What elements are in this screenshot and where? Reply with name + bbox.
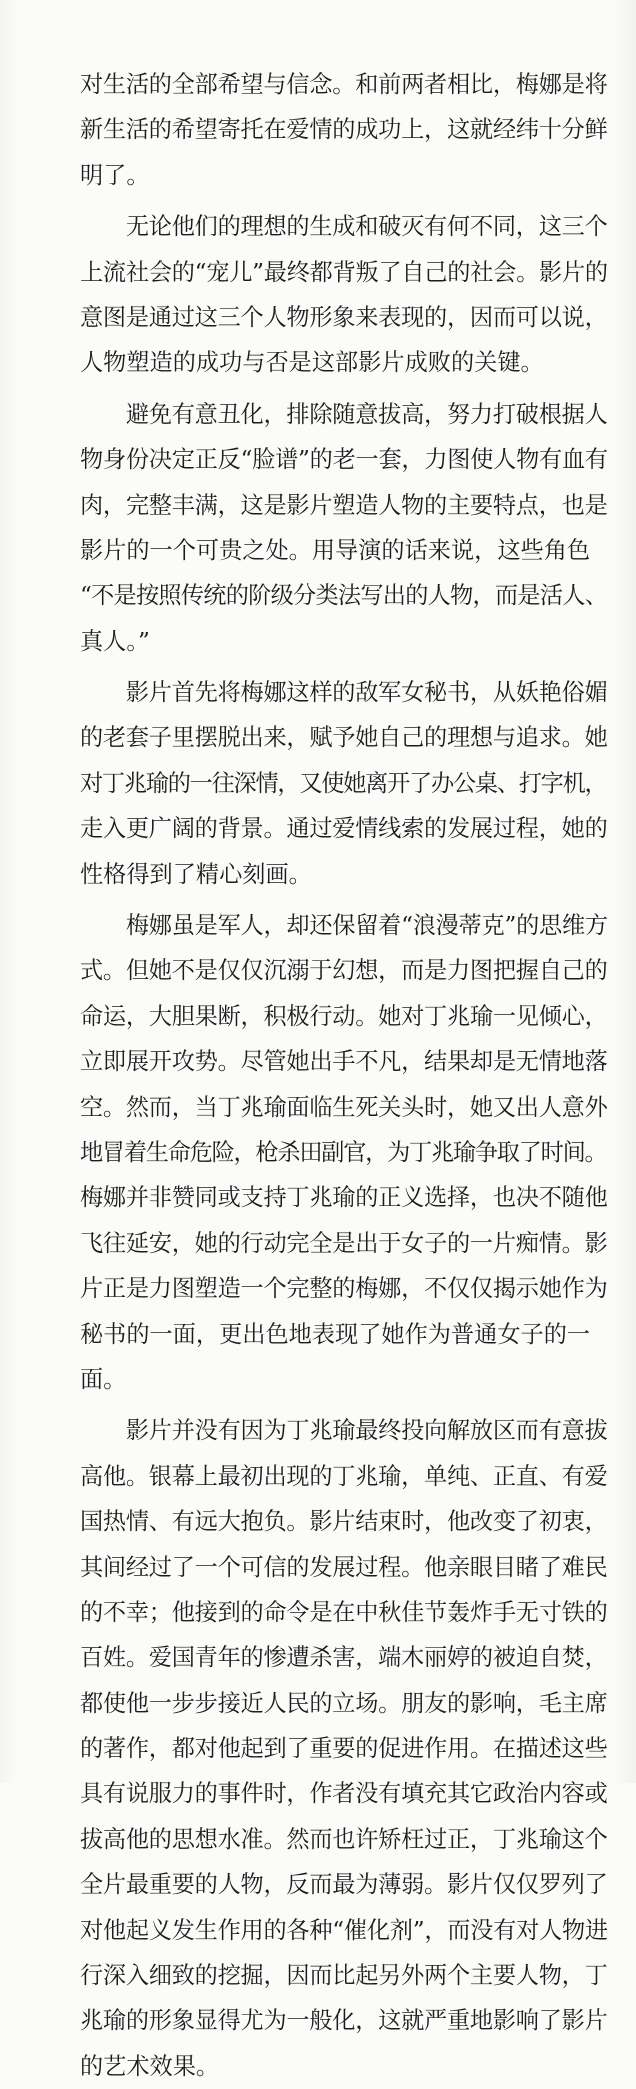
text-line: 国热情、有远大抱负。影片结束时，他改变了初衷，: [80, 1508, 608, 1536]
paragraph: [80, 1408, 612, 2089]
text-line: 无论他们的理想的生成和破灭有何不同，这三个: [80, 213, 608, 241]
text-line: 片正是力图塑造一个完整的梅娜，不仅仅揭示她作为: [80, 1275, 608, 1303]
text-line: 真人。”: [80, 627, 150, 655]
text-line: 空。然而，当丁兆瑜面临生死关头时，她又出人意外: [80, 1093, 608, 1121]
text-line: 对生活的全部希望与信念。和前两者相比，梅娜是将: [80, 71, 608, 98]
text-line: 行深入细致的挖掘，因而比起另外两个主要人物，丁: [80, 1962, 608, 1990]
text-line: 的不幸；他接到的命令是在中秋佳节轰炸手无寸铁的: [80, 1598, 608, 1626]
text-line: 影片并没有因为丁兆瑜最终投向解放区而有意拔: [80, 1417, 608, 1445]
text-line: 百姓。爱国青年的惨遭杀害，端木丽婷的被迫自焚，: [80, 1644, 608, 1672]
text-line: 肉，完整丰满，这是影片塑造人物的主要特点，也是: [80, 491, 608, 519]
text-line: 兆瑜的形象显得尤为一般化，这就严重地影响了影片: [80, 2007, 608, 2035]
paragraph: [80, 903, 612, 1402]
text-line: 的著作，都对他起到了重要的促进作用。在描述这些: [80, 1735, 608, 1763]
text-line: 对他起义发生作用的各种“催化剂”，而没有对人物进: [80, 1916, 608, 1944]
text-line: 秘书的一面，更出色地表现了她作为普通女子的一: [80, 1320, 591, 1348]
text-line: 避免有意丑化，排除随意拔高，努力打破根据人: [80, 400, 608, 428]
text-line: 对丁兆瑜的一往深情，又使她离开了办公桌、打字机，: [80, 769, 607, 797]
paragraph: [80, 204, 612, 386]
text-line: 地冒着生命危险，枪杀田副官，为丁兆瑜争取了时间。: [80, 1138, 607, 1166]
text-line: 上流社会的“宠儿”最终都背叛了自己的社会。影片的: [80, 258, 608, 286]
text-line: 高他。银幕上最初出现的丁兆瑜，单纯、正直、有爱: [80, 1462, 608, 1490]
paragraph: [80, 670, 612, 897]
text-line: 影片的一个可贵之处。用导演的话来说，这些角色: [80, 536, 591, 564]
text-line: 的老套子里摆脱出来，赋予她自己的理想与追求。她: [80, 724, 608, 752]
text-line: 影片首先将梅娜这样的敌军女秘书，从妖艳俗媚: [80, 679, 608, 707]
body-text: [80, 62, 612, 2089]
text-line: 立即展开攻势。尽管她出手不凡，结果却是无情地落: [80, 1048, 608, 1076]
text-line: 物身份决定正反“脸谱”的老一套，力图使人物有血有: [80, 446, 608, 474]
text-line: 人物塑造的成功与否是这部影片成败的关键。: [80, 349, 544, 377]
text-line: 飞往延安，她的行动完全是出于女子的一片痴情。影: [80, 1229, 608, 1257]
text-line: 式。但她不是仅仅沉溺于幻想，而是力图把握自己的: [80, 957, 608, 985]
text-line: “不是按照传统的阶级分类法写出的人物，而是活人、: [80, 582, 608, 610]
text-line: 面。: [80, 1365, 127, 1393]
text-line: 性格得到了精心刻画。: [80, 860, 312, 888]
text-line: 梅娜虽是军人，却还保留着“浪漫蒂克”的思维方: [80, 912, 608, 940]
text-line: 明了。: [80, 161, 150, 189]
text-line: 意图是通过这三个人物形象来表现的，因而可以说，: [80, 303, 608, 331]
text-line: 都使他一步步接近人民的立场。朋友的影响，毛主席: [80, 1689, 608, 1717]
text-line: 其间经过了一个可信的发展过程。他亲眼目睹了难民: [80, 1553, 608, 1581]
text-line: 拔高他的思想水准。然而也许矫枉过正，丁兆瑜这个: [80, 1825, 608, 1853]
text-line: 具有说服力的事件时，作者没有填充其它政治内容或: [80, 1780, 608, 1808]
text-line: 命运，大胆果断，积极行动。她对丁兆瑜一见倾心，: [80, 1002, 608, 1030]
text-line: 新生活的希望寄托在爱情的成功上，这就经纬十分鲜: [80, 116, 608, 144]
text-line: 的艺术效果。: [80, 2052, 220, 2080]
text-line: 梅娜并非赞同或支持丁兆瑜的正义选择，也决不随他: [80, 1184, 608, 1212]
paragraph: [80, 392, 612, 664]
text-line: 走入更广阔的背景。通过爱情线索的发展过程，她的: [80, 815, 608, 843]
text-line: 全片最重要的人物，反而最为薄弱。影片仅仅罗列了: [80, 1871, 608, 1899]
paragraph: [80, 62, 612, 198]
